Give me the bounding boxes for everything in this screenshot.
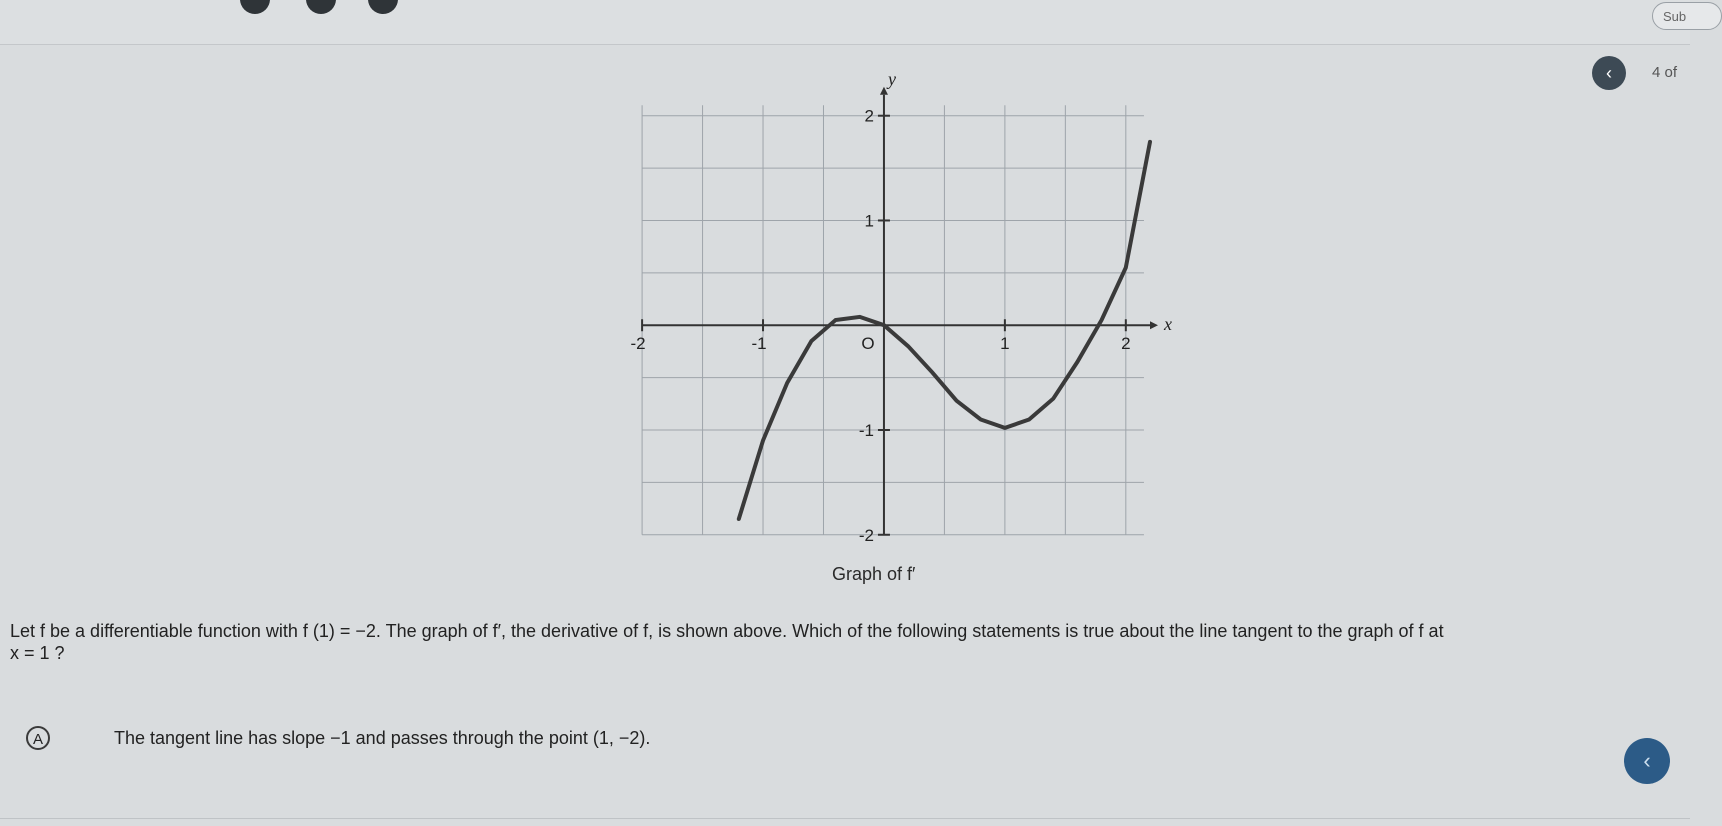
toolbar-dot-icon bbox=[240, 0, 270, 14]
function-graph bbox=[610, 68, 1172, 560]
y-axis-label: y bbox=[887, 68, 896, 89]
toolbar-dot-icon bbox=[368, 0, 398, 14]
page-counter: 4 of bbox=[1652, 64, 1678, 81]
y-tick-label: -2 bbox=[858, 525, 874, 545]
prev-question-button[interactable] bbox=[1592, 56, 1626, 90]
y-tick-label: 1 bbox=[864, 211, 874, 231]
question-stem-line2: x = 1 ? bbox=[10, 643, 65, 663]
floating-back-button[interactable] bbox=[1624, 738, 1670, 784]
x-tick-label: O bbox=[861, 334, 875, 354]
x-tick-label: -1 bbox=[751, 334, 767, 354]
x-tick-label: -2 bbox=[630, 334, 646, 354]
graph-axes bbox=[642, 69, 1172, 535]
choice-a-bubble[interactable]: A bbox=[26, 726, 50, 750]
chevron-left-icon: ‹ bbox=[1606, 63, 1612, 83]
x-tick-label: 1 bbox=[1000, 334, 1010, 354]
graph-grid bbox=[642, 105, 1144, 535]
bottom-divider bbox=[0, 818, 1690, 819]
graph-caption: Graph of f′ bbox=[832, 564, 916, 584]
y-tick-label: -1 bbox=[858, 421, 874, 440]
choice-a-text: The tangent line has slope −1 and passes through the point (1, −2). bbox=[114, 728, 651, 748]
chevron-left-icon: ‹ bbox=[1643, 748, 1651, 773]
question-stem-line1: Let f be a differentiable function with f (1) = −2. The graph of f′, the derivative of f, is shown above. Which of the following statements is true about the line tangent to the graph of f at bbox=[10, 621, 1444, 641]
x-tick-label: 2 bbox=[1121, 334, 1131, 354]
top-toolbar bbox=[0, 0, 1690, 45]
toolbar-dot-icon bbox=[306, 0, 336, 14]
question-stem bbox=[10, 620, 1670, 664]
x-axis-arrow-icon bbox=[1150, 321, 1158, 329]
y-tick-label: 2 bbox=[864, 106, 874, 126]
submit-button[interactable]: Sub bbox=[1652, 2, 1722, 30]
y-axis-arrow-icon bbox=[880, 87, 888, 95]
x-axis-label: x bbox=[1164, 314, 1172, 335]
